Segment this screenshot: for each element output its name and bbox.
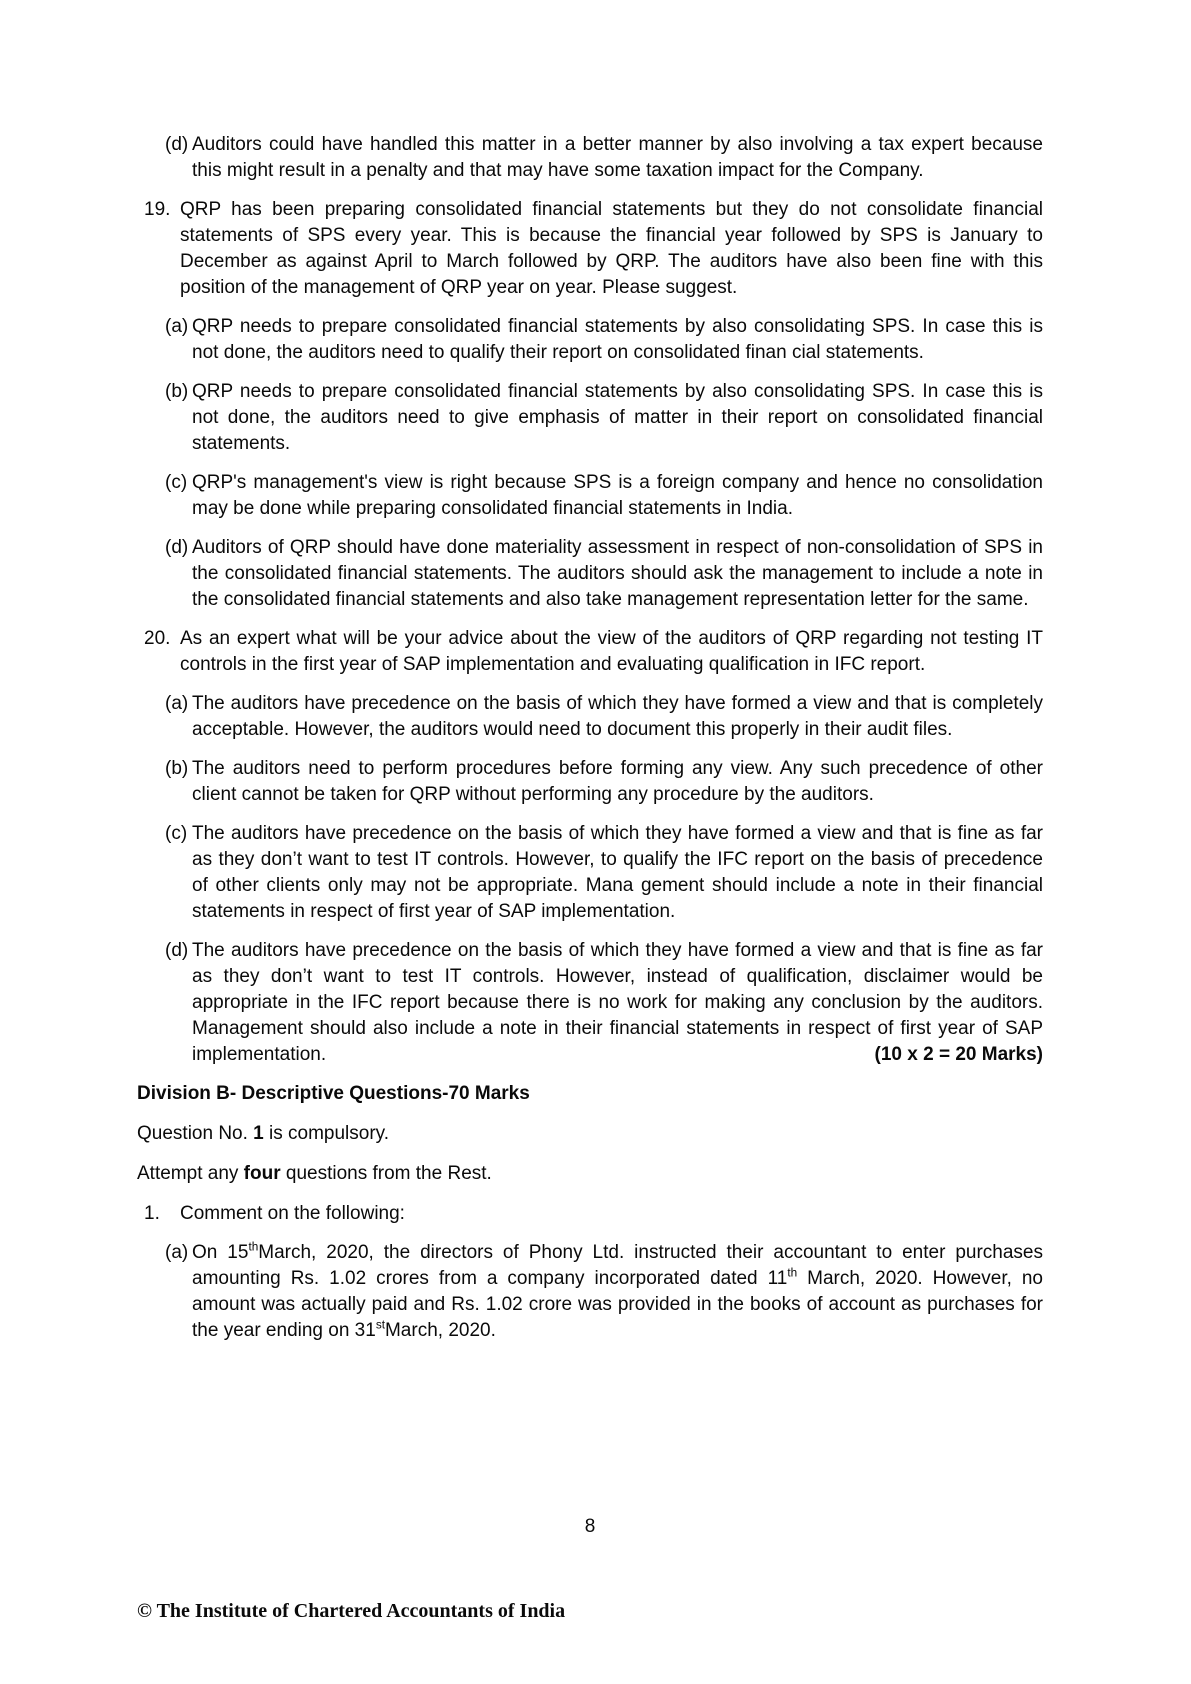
option-text	[192, 1240, 1043, 1344]
option-row-20d	[165, 938, 1043, 1068]
option-text-part: March, 2020.	[384, 1320, 496, 1341]
note-pre: Attempt any	[137, 1163, 244, 1184]
note-bold: 1	[253, 1123, 264, 1144]
option-label: (c)	[165, 472, 188, 493]
option-label: (d)	[165, 537, 189, 558]
question-20	[137, 626, 1043, 678]
option-text-part: March, 2020, the directors of Phony Ltd. instructed their accountant to enter purchases amounting Rs. 1.02 crores from a company incorporated dated 11	[192, 1242, 1043, 1289]
question-number: 20.	[144, 628, 171, 649]
note-compulsory	[137, 1121, 1043, 1147]
superscript-ordinal: th	[787, 1266, 798, 1280]
option-text-part: March, 2020. However, no amount was actually paid and Rs. 1.02 crore was provided in the books of account as purchases for the year ending on 31	[192, 1268, 1043, 1341]
option-label: (c)	[165, 823, 188, 844]
copyright-footer: © The Institute of Chartered Accountants of India	[137, 1600, 566, 1622]
option-row-1a	[165, 1240, 1043, 1344]
option-row-19c	[165, 470, 1043, 522]
note-bold: four	[243, 1163, 281, 1184]
marks-label: (10 x 2 = 20 Marks)	[874, 1044, 1043, 1065]
option-row-19d	[165, 535, 1043, 613]
option-row-19b	[165, 379, 1043, 457]
option-label: (b)	[165, 758, 189, 779]
option-row-20a	[165, 691, 1043, 743]
question-text: Comment on the following:	[180, 1203, 405, 1224]
option-label: (a)	[165, 316, 189, 337]
question-number: 19.	[144, 199, 171, 220]
option-row-20b	[165, 756, 1043, 808]
option-text: QRP needs to prepare consolidated financial statements by also consolidating SPS. In case this is not done, the auditors need to qualify their report on consolidated finan cial statements.	[192, 316, 1043, 363]
option-text-part: On 15	[192, 1242, 249, 1263]
option-text: The auditors have precedence on the basis of which they have formed a view and that is completely acceptable. However, the auditors would need to document this properly in their audit files.	[192, 693, 1043, 740]
option-row-20c	[165, 821, 1043, 925]
option-text: QRP needs to prepare consolidated financial statements by also consolidating SPS. In case this is not done, the auditors need to give emphasis of matter in their report on consolidated financial statements.	[192, 381, 1043, 454]
question-number: 1.	[144, 1203, 160, 1224]
option-text: The auditors need to perform procedures before forming any view. Any such precedence of other client cannot be taken for QRP without performing any procedure by the auditors.	[192, 758, 1043, 805]
page-number: 8	[584, 1516, 596, 1537]
option-text: Auditors could have handled this matter in a better manner by also involving a tax expert because this might result in a penalty and that may have some taxation impact for the Company.	[192, 134, 1043, 181]
superscript-ordinal: st	[375, 1318, 385, 1332]
option-text: The auditors have precedence on the basis of which they have formed a view and that is fine as far as they don’t want to test IT controls. However, to qualify the IFC report on the basis of precedence of other clients only may not be appropriate. Mana gement should include a note in their financial statements in respect of first year of SAP implementation.	[192, 823, 1043, 922]
note-post: questions from the Rest.	[280, 1163, 492, 1184]
division-b-header: Division B- Descriptive Questions-70 Marks	[137, 1083, 530, 1104]
question-1	[137, 1201, 1043, 1227]
option-label: (b)	[165, 381, 189, 402]
option-label: (d)	[165, 134, 189, 155]
option-text: Auditors of QRP should have done materiality assessment in respect of non-consolidation of SPS in the consolidated financial statements. The auditors should ask the management to include a note in the consolidated financial statements and also take management representation letter for the same.	[192, 537, 1043, 610]
option-label: (a)	[165, 693, 189, 714]
option-text	[192, 938, 1043, 1068]
option-label: (d)	[165, 940, 189, 961]
note-attempt	[137, 1161, 1043, 1187]
option-row-19a	[165, 314, 1043, 366]
question-text: QRP has been preparing consolidated financial statements but they do not consolidate financial statements of SPS every year. This is because the financial year followed by SPS is January to December as against April to March followed by QRP. The auditors have also been fine with this position of the management of QRP year on year. Please suggest.	[180, 199, 1043, 298]
note-post: is compulsory.	[263, 1123, 390, 1144]
option-text: QRP's management's view is right because SPS is a foreign company and hence no consolidation may be done while preparing consolidated financial statements in India.	[192, 472, 1043, 519]
option-text-body: The auditors have precedence on the basis of which they have formed a view and that is fine as far as they don’t want to test IT controls. However, instead of qualification, disclaimer would be appropriate in the IFC report because there is no work for making any conclusion by the auditors. Management should also include a note in their financial statements in respect of first year of SAP implementation.	[192, 940, 1043, 1065]
option-label: (a)	[165, 1242, 189, 1263]
option-row-18d	[165, 132, 1043, 184]
question-19	[137, 197, 1043, 301]
question-text: As an expert what will be your advice about the view of the auditors of QRP regarding not testing IT controls in the first year of SAP implementation and evaluating qualification in IFC report.	[180, 628, 1043, 675]
note-pre: Question No.	[137, 1123, 254, 1144]
superscript-ordinal: th	[248, 1240, 259, 1254]
